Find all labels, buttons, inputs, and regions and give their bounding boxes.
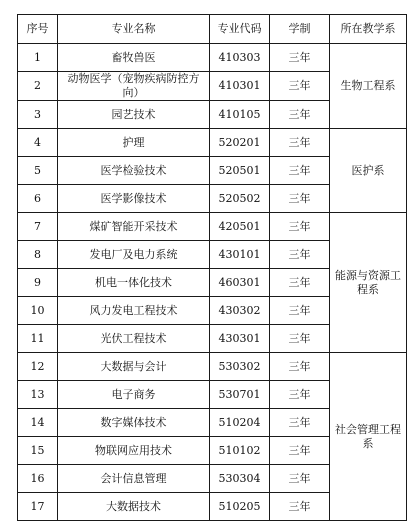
cell-code: 510102 (210, 437, 270, 465)
cell-department: 社会管理工程系 (330, 353, 407, 521)
cell-department: 生物工程系 (330, 44, 407, 129)
cell-seq: 13 (18, 381, 58, 409)
cell-seq: 5 (18, 157, 58, 185)
cell-seq: 14 (18, 409, 58, 437)
cell-major: 会计信息管理 (58, 465, 210, 493)
cell-seq: 15 (18, 437, 58, 465)
cell-major: 护理 (58, 129, 210, 157)
cell-code: 520501 (210, 157, 270, 185)
cell-seq: 1 (18, 44, 58, 72)
cell-duration: 三年 (270, 493, 330, 521)
cell-major: 园艺技术 (58, 101, 210, 129)
cell-seq: 9 (18, 269, 58, 297)
cell-duration: 三年 (270, 325, 330, 353)
cell-seq: 4 (18, 129, 58, 157)
cell-major: 畜牧兽医 (58, 44, 210, 72)
cell-seq: 16 (18, 465, 58, 493)
cell-duration: 三年 (270, 381, 330, 409)
cell-code: 410105 (210, 101, 270, 129)
cell-major: 物联网应用技术 (58, 437, 210, 465)
header-department: 所在教学系 (330, 15, 407, 44)
cell-duration: 三年 (270, 465, 330, 493)
cell-code: 420501 (210, 213, 270, 241)
header-code: 专业代码 (210, 15, 270, 44)
cell-duration: 三年 (270, 437, 330, 465)
cell-code: 430302 (210, 297, 270, 325)
cell-major: 机电一体化技术 (58, 269, 210, 297)
cell-seq: 6 (18, 185, 58, 213)
cell-code: 460301 (210, 269, 270, 297)
cell-duration: 三年 (270, 353, 330, 381)
header-seq: 序号 (18, 15, 58, 44)
cell-department: 医护系 (330, 129, 407, 213)
cell-duration: 三年 (270, 269, 330, 297)
cell-duration: 三年 (270, 44, 330, 72)
cell-duration: 三年 (270, 213, 330, 241)
cell-duration: 三年 (270, 409, 330, 437)
cell-major: 大数据与会计 (58, 353, 210, 381)
cell-major: 发电厂及电力系统 (58, 241, 210, 269)
cell-code: 520502 (210, 185, 270, 213)
cell-major: 医学影像技术 (58, 185, 210, 213)
cell-code: 410301 (210, 72, 270, 101)
cell-seq: 2 (18, 72, 58, 101)
cell-code: 530304 (210, 465, 270, 493)
cell-seq: 17 (18, 493, 58, 521)
header-major: 专业名称 (58, 15, 210, 44)
cell-seq: 7 (18, 213, 58, 241)
cell-seq: 8 (18, 241, 58, 269)
cell-code: 410303 (210, 44, 270, 72)
cell-code: 520201 (210, 129, 270, 157)
cell-major: 风力发电工程技术 (58, 297, 210, 325)
cell-major: 动物医学（宠物疾病防控方向） (58, 72, 210, 101)
header-row (18, 15, 407, 44)
cell-major: 医学检验技术 (58, 157, 210, 185)
cell-code: 430101 (210, 241, 270, 269)
cell-code: 530701 (210, 381, 270, 409)
cell-major: 煤矿智能开采技术 (58, 213, 210, 241)
header-duration: 学制 (270, 15, 330, 44)
cell-duration: 三年 (270, 157, 330, 185)
cell-duration: 三年 (270, 129, 330, 157)
cell-seq: 3 (18, 101, 58, 129)
cell-seq: 10 (18, 297, 58, 325)
cell-code: 530302 (210, 353, 270, 381)
cell-seq: 12 (18, 353, 58, 381)
cell-major: 大数据技术 (58, 493, 210, 521)
table-row (18, 44, 407, 72)
cell-department: 能源与资源工程系 (330, 213, 407, 353)
majors-table (17, 14, 407, 521)
cell-duration: 三年 (270, 241, 330, 269)
cell-major: 电子商务 (58, 381, 210, 409)
table-row (18, 213, 407, 241)
cell-duration: 三年 (270, 297, 330, 325)
table-row (18, 129, 407, 157)
cell-code: 510204 (210, 409, 270, 437)
cell-code: 430301 (210, 325, 270, 353)
cell-code: 510205 (210, 493, 270, 521)
cell-major: 光伏工程技术 (58, 325, 210, 353)
cell-duration: 三年 (270, 72, 330, 101)
cell-seq: 11 (18, 325, 58, 353)
table-row (18, 353, 407, 381)
cell-duration: 三年 (270, 101, 330, 129)
cell-duration: 三年 (270, 185, 330, 213)
table-body (18, 44, 407, 521)
cell-major: 数字媒体技术 (58, 409, 210, 437)
